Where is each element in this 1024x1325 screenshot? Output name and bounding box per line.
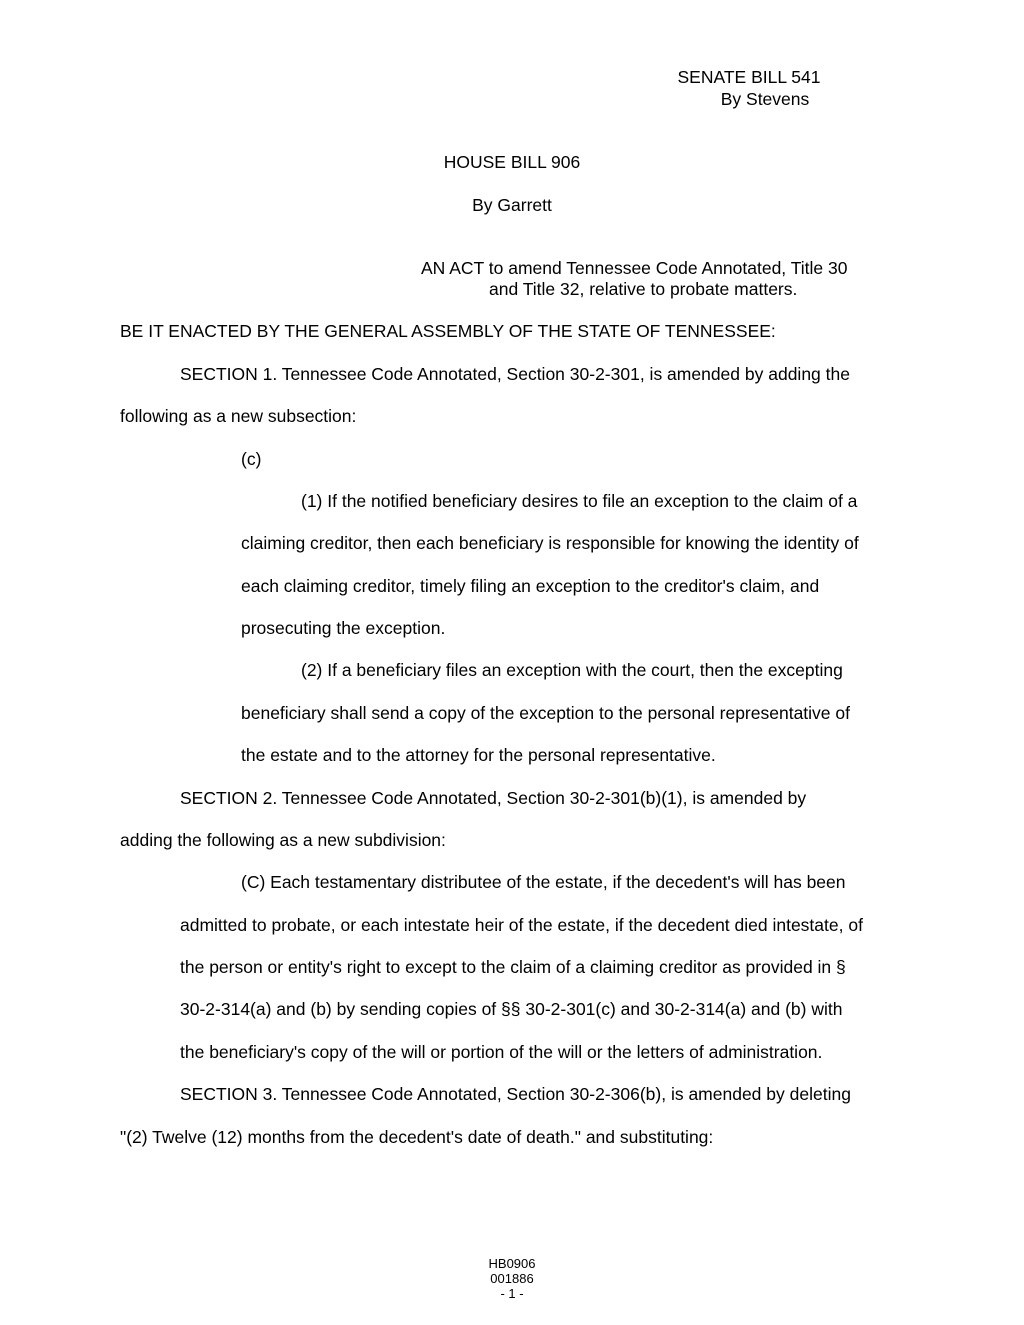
house-bill-number: HOUSE BILL 906 [443,152,581,172]
subsection-c-1-line: claiming creditor, then each beneficiary is responsible for knowing the identity of [241,533,859,553]
caption-line-2: and Title 32, relative to probate matters. [489,279,798,299]
house-bill-sponsor: By Garrett [472,195,552,215]
footer-page-number: - 1 - [500,1286,524,1301]
section-1-continuation: following as a new subsection: [120,406,357,426]
enacting-clause: BE IT ENACTED BY THE GENERAL ASSEMBLY OF THE STATE OF TENNESSEE: [120,321,776,341]
subdivision-c-line: admitted to probate, or each intestate heir of the estate, if the decedent died intestate, of [180,915,863,935]
section-1-heading: SECTION 1. Tennessee Code Annotated, Section 30-2-301, is amended by adding the [180,364,850,384]
subsection-c-1-line: prosecuting the exception. [241,618,446,638]
subdivision-c-line: (C) Each testamentary distributee of the estate, if the decedent's will has been [241,872,846,892]
section-3-continuation: "(2) Twelve (12) months from the decedent's date of death." and substituting: [120,1127,714,1147]
senate-bill-sponsor: By Stevens [720,89,810,109]
section-3-heading: SECTION 3. Tennessee Code Annotated, Section 30-2-306(b), is amended by deleting [180,1084,851,1104]
subsection-c-1-line: (1) If the notified beneficiary desires to file an exception to the claim of a [301,491,858,511]
subdivision-c-line: the person or entity's right to except to the claim of a claiming creditor as provided in § [180,957,846,977]
footer-number: 001886 [490,1271,534,1286]
subdivision-c-line: the beneficiary's copy of the will or portion of the will or the letters of administration. [180,1042,823,1062]
subsection-c-2-line: beneficiary shall send a copy of the exception to the personal representative of [241,703,850,723]
senate-bill-number: SENATE BILL 541 [677,67,821,87]
subsection-c-label: (c) [241,449,262,469]
section-2-continuation: adding the following as a new subdivision: [120,830,446,850]
subdivision-c-line: 30-2-314(a) and (b) by sending copies of §§ 30-2-301(c) and 30-2-314(a) and (b) with [180,999,843,1019]
subsection-c-2-line: the estate and to the attorney for the personal representative. [241,745,716,765]
section-2-heading: SECTION 2. Tennessee Code Annotated, Section 30-2-301(b)(1), is amended by [180,788,807,808]
subsection-c-1-line: each claiming creditor, timely filing an exception to the creditor's claim, and [241,576,820,596]
subsection-c-2-line: (2) If a beneficiary files an exception with the court, then the excepting [301,660,843,680]
caption-line-1: AN ACT to amend Tennessee Code Annotated, Title 30 [421,258,848,278]
footer-doc-code: HB0906 [488,1256,536,1271]
